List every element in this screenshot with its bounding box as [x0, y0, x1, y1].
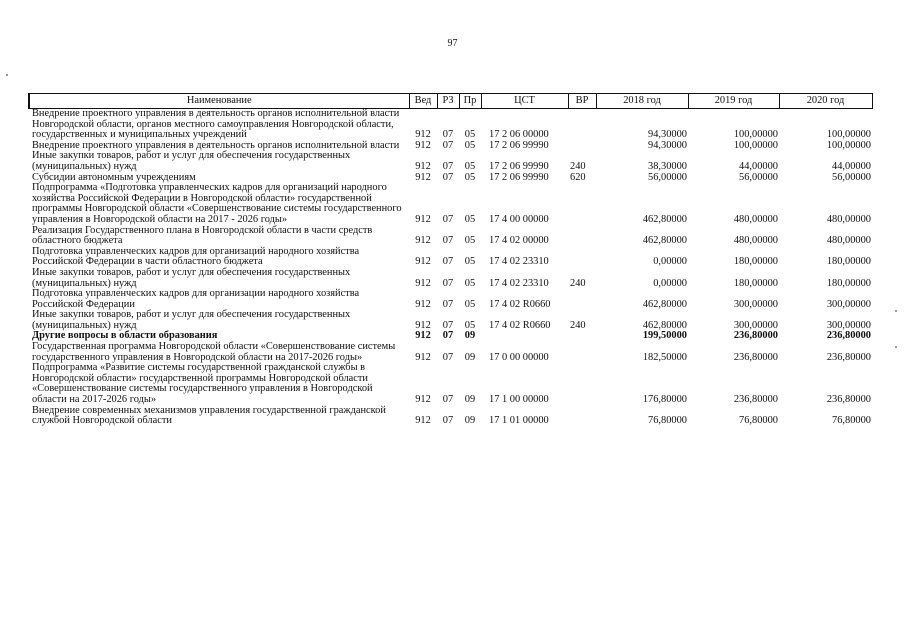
row-2018: 0,00000 — [653, 256, 687, 268]
row-2018: 199,50000 — [642, 330, 687, 342]
row-2018: 76,80000 — [648, 415, 687, 427]
row-name: Подготовка управленческих кадров для организации народного хозяйства Российской Федерации — [32, 288, 360, 310]
table-row — [29, 183, 872, 225]
row-cst: 17 4 00 00000 — [489, 213, 549, 225]
table-row — [29, 310, 872, 331]
row-ved: 912 — [415, 171, 431, 183]
header-vr: ВР — [568, 94, 596, 109]
row-cst: 17 1 00 00000 — [489, 394, 549, 406]
row-2019: 236,80000 — [733, 394, 778, 406]
row-2019: 480,00000 — [733, 213, 778, 225]
row-vr: 240 — [570, 160, 586, 172]
row-cst: 17 2 06 99990 — [489, 171, 549, 183]
table-row — [29, 342, 872, 363]
row-ved: 912 — [415, 235, 431, 247]
row-rz: 07 — [442, 351, 454, 363]
row-2018: 176,80000 — [642, 394, 687, 406]
row-2019: 480,00000 — [733, 235, 778, 247]
row-cst: 17 2 06 99990 — [489, 139, 549, 151]
scan-mark — [6, 74, 8, 76]
row-2020: 300,00000 — [826, 298, 871, 310]
row-2020: 236,80000 — [826, 351, 871, 363]
row-name: Государственная программа Новгородской области «Совершенствование системы государственного управления в Новгородской области на 2017-2026 годы» — [32, 341, 396, 363]
row-2018: 0,00000 — [653, 277, 687, 289]
table-body — [29, 109, 872, 427]
row-pr: 05 — [464, 256, 476, 268]
row-rz: 07 — [442, 415, 454, 427]
row-2019: 300,00000 — [733, 298, 778, 310]
row-2018: 38,30000 — [648, 160, 687, 172]
row-pr: 09 — [464, 394, 476, 406]
row-ved: 912 — [415, 415, 431, 427]
row-pr: 09 — [464, 415, 476, 427]
row-cst: 17 4 02 R0660 — [489, 298, 551, 310]
row-2020: 56,00000 — [832, 171, 871, 183]
row-cst: 17 4 02 23310 — [489, 277, 549, 289]
page-number: 97 — [447, 38, 458, 49]
row-name: Внедрение проектного управления в деятельность органов исполнительной власти Новгородской области, органов местного самоуправления Новгородской области, государственных и муниципальных учреждений — [32, 108, 400, 141]
row-name: Реализация Государственного плана в Новгородской области в части средств областного бюджета — [32, 224, 373, 247]
row-2019: 180,00000 — [733, 256, 778, 268]
row-rz: 07 — [442, 235, 454, 247]
scan-mark — [895, 310, 897, 312]
row-2018: 94,30000 — [648, 139, 687, 151]
row-2018: 462,80000 — [642, 235, 687, 247]
row-rz: 07 — [442, 330, 454, 342]
row-cst: 17 4 02 23310 — [489, 256, 549, 268]
row-name: Внедрение современных механизмов управления государственной гражданской службой Новгородской области — [32, 404, 386, 427]
header-name: Наименование — [29, 94, 409, 109]
row-2018: 462,80000 — [642, 319, 687, 331]
row-name: Другие вопросы в области образования — [32, 330, 218, 342]
row-pr: 05 — [464, 213, 476, 225]
row-vr — [568, 363, 596, 405]
table-row — [29, 289, 872, 310]
row-pr: 05 — [464, 160, 476, 172]
header-2018: 2018 год — [596, 94, 688, 109]
header-rz: РЗ — [437, 94, 459, 109]
table-row — [29, 268, 872, 289]
row-2020: 180,00000 — [826, 277, 871, 289]
table-row — [29, 406, 872, 427]
row-name: Подготовка управленческих кадров для организаций народного хозяйства Российской Федерации в части областного бюджета — [32, 245, 360, 268]
row-ved: 912 — [415, 256, 431, 268]
row-2019: 180,00000 — [733, 277, 778, 289]
table-header — [29, 94, 872, 109]
row-2020: 180,00000 — [826, 256, 871, 268]
row-2018: 462,80000 — [642, 213, 687, 225]
row-ved: 912 — [415, 213, 431, 225]
row-2019: 236,80000 — [733, 351, 778, 363]
row-vr — [568, 183, 596, 225]
row-cst: 17 1 01 00000 — [489, 415, 549, 427]
row-name: Подпрограмма «Подготовка управленческих кадров для организаций народного хозяйства Российской Федерации в Новгородской области» государственной программы Новгородской области «Совершенствование системы государственного управления в Новгородской области на 2017 - 2026 годы» — [32, 182, 402, 225]
row-2019: 56,00000 — [739, 171, 778, 183]
row-2018: 56,00000 — [648, 171, 687, 183]
row-name: Иные закупки товаров, работ и услуг для обеспечения государственных (муниципальных) нужд — [32, 309, 351, 331]
row-rz: 07 — [442, 277, 454, 289]
row-vr: 620 — [570, 171, 586, 183]
row-pr: 05 — [464, 129, 476, 141]
row-2020: 480,00000 — [826, 213, 871, 225]
row-vr — [568, 226, 596, 247]
row-vr — [568, 289, 596, 310]
table-row — [29, 363, 872, 405]
row-2020: 480,00000 — [826, 235, 871, 247]
row-2019: 100,00000 — [733, 139, 778, 151]
row-vr: 240 — [570, 277, 586, 289]
row-pr: 05 — [464, 298, 476, 310]
row-rz: 07 — [442, 394, 454, 406]
row-rz: 07 — [442, 171, 454, 183]
row-ved: 912 — [415, 129, 431, 141]
header-pr: Пр — [459, 94, 481, 109]
header-2020: 2020 год — [779, 94, 872, 109]
row-2018: 182,50000 — [642, 351, 687, 363]
row-vr — [568, 331, 596, 342]
row-pr: 05 — [464, 171, 476, 183]
row-vr — [568, 141, 596, 152]
row-ved: 912 — [415, 139, 431, 151]
row-cst: 17 0 00 00000 — [489, 351, 549, 363]
table-row — [29, 109, 872, 141]
row-pr: 05 — [464, 235, 476, 247]
row-pr: 05 — [464, 319, 476, 331]
row-2019: 300,00000 — [733, 319, 778, 331]
row-rz: 07 — [442, 160, 454, 172]
row-vr — [568, 342, 596, 363]
row-2020: 236,80000 — [826, 394, 871, 406]
row-vr — [568, 109, 596, 141]
row-ved: 912 — [415, 330, 431, 342]
row-2018: 94,30000 — [648, 129, 687, 141]
row-pr: 05 — [464, 277, 476, 289]
header-ved: Вед — [409, 94, 437, 109]
table-row — [29, 247, 872, 268]
header-2019: 2019 год — [688, 94, 779, 109]
row-2020: 76,80000 — [832, 415, 871, 427]
header-cst: ЦСТ — [481, 94, 568, 109]
row-cst: 17 2 06 99990 — [489, 160, 549, 172]
row-2020: 100,00000 — [826, 129, 871, 141]
row-vr — [568, 406, 596, 427]
row-2019: 76,80000 — [739, 415, 778, 427]
row-rz: 07 — [442, 213, 454, 225]
row-pr: 05 — [464, 139, 476, 151]
table-row — [29, 151, 872, 172]
budget-table — [28, 93, 873, 427]
row-name: Субсидии автономным учреждениям — [32, 171, 196, 183]
row-rz: 07 — [442, 129, 454, 141]
row-name: Подпрограмма «Развитие системы государственной гражданской службы в Новгородской области» государственной программы Новгородской области «Совершенствование системы государственного управления в Новгородской области на 2017-2026 годы» — [32, 362, 373, 406]
row-ved: 912 — [415, 298, 431, 310]
row-2020: 44,00000 — [832, 160, 871, 172]
row-2020: 100,00000 — [826, 139, 871, 151]
row-rz: 07 — [442, 256, 454, 268]
row-name: Иные закупки товаров, работ и услуг для обеспечения государственных (муниципальных) нужд — [32, 266, 351, 289]
row-ved: 912 — [415, 394, 431, 406]
row-2020: 236,80000 — [826, 330, 871, 342]
row-ved: 912 — [415, 160, 431, 172]
row-cst: 17 4 02 R0660 — [489, 319, 551, 331]
row-rz: 07 — [442, 298, 454, 310]
table-row — [29, 226, 872, 247]
row-rz: 07 — [442, 139, 454, 151]
row-cst: 17 4 02 00000 — [489, 235, 549, 247]
row-cst: 17 2 06 00000 — [489, 129, 549, 141]
row-name: Иные закупки товаров, работ и услуг для обеспечения государственных (муниципальных) нужд — [32, 150, 351, 172]
row-2019: 44,00000 — [739, 160, 778, 172]
row-vr — [568, 247, 596, 268]
row-ved: 912 — [415, 277, 431, 289]
row-2020: 300,00000 — [826, 319, 871, 331]
row-name: Внедрение проектного управления в деятельность органов исполнительной власти — [32, 139, 400, 151]
row-rz: 07 — [442, 319, 454, 331]
row-vr: 240 — [570, 319, 586, 331]
row-2019: 236,80000 — [733, 330, 778, 342]
row-ved: 912 — [415, 351, 431, 363]
row-pr: 09 — [464, 351, 476, 363]
row-2019: 100,00000 — [733, 129, 778, 141]
row-pr: 09 — [464, 330, 476, 342]
row-cst — [481, 331, 568, 342]
row-2018: 462,80000 — [642, 298, 687, 310]
row-ved: 912 — [415, 319, 431, 331]
scan-mark — [895, 346, 897, 348]
